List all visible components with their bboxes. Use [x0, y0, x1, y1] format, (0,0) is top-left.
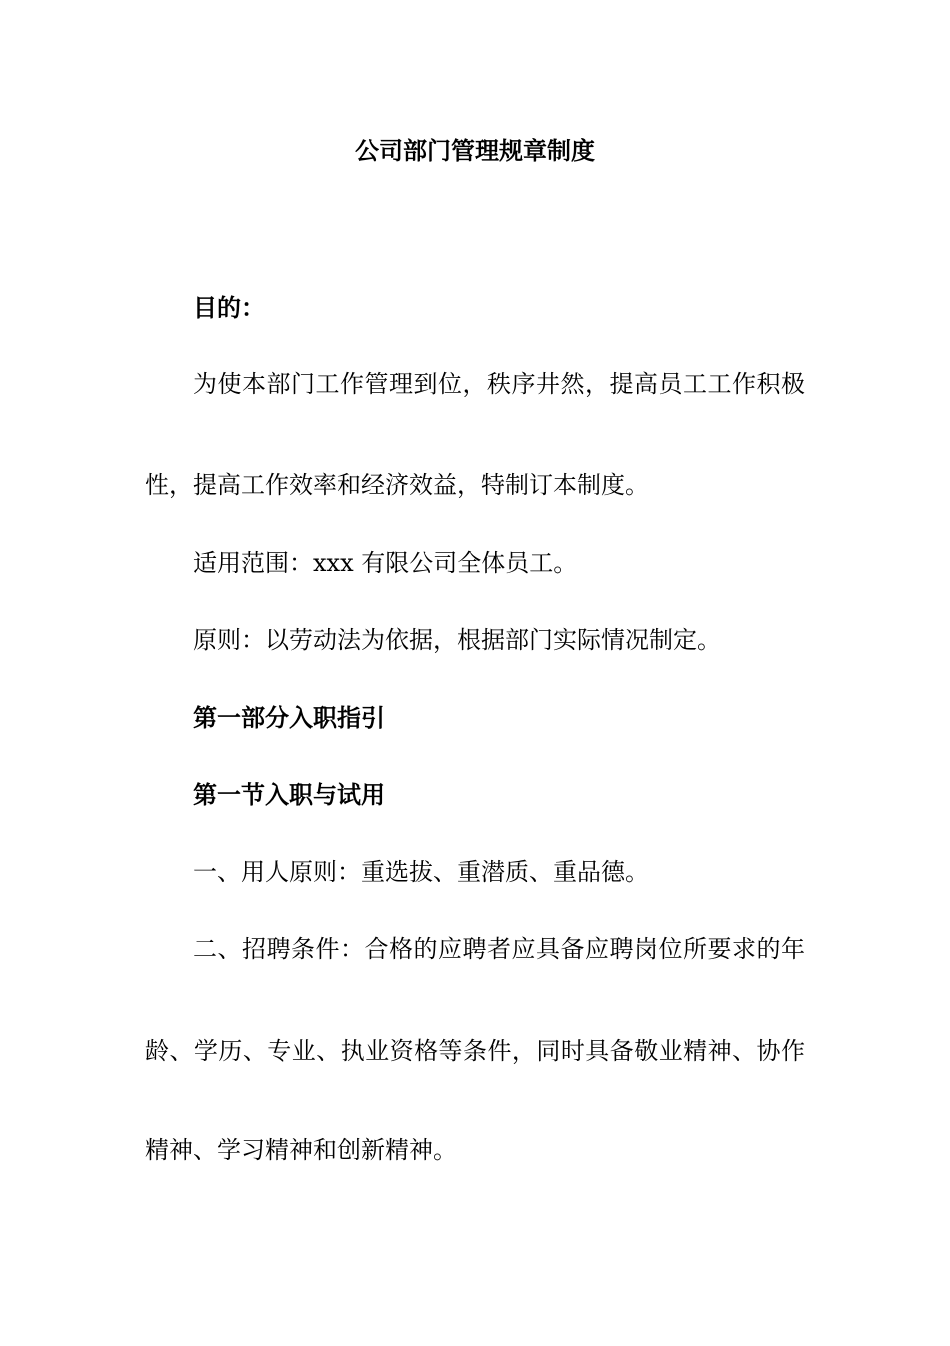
purpose-heading: 目的： [193, 293, 265, 322]
scope-paragraph: 适用范围：xxx 有限公司全体员工。 [193, 549, 578, 577]
purpose-paragraph-line-2: 性，提高工作效率和经济效益，特制订本制度。 [145, 471, 649, 499]
item-2-paragraph-line-1: 二、招聘条件：合格的应聘者应具备应聘岗位所要求的年 [193, 935, 805, 963]
principle-paragraph: 原则：以劳动法为依据，根据部门实际情况制定。 [193, 626, 721, 654]
part-heading: 第一部分入职指引 [193, 703, 385, 732]
item-2-paragraph-line-2: 龄、学历、专业、执业资格等条件，同时具备敬业精神、协作 [145, 1037, 805, 1065]
page-title: 公司部门管理规章制度 [355, 136, 595, 165]
item-1-paragraph: 一、用人原则：重选拔、重潜质、重品德。 [193, 858, 649, 886]
purpose-paragraph-line-1: 为使本部门工作管理到位，秩序井然，提高员工工作积极 [193, 370, 805, 398]
item-2-paragraph-line-3: 精神、学习精神和创新精神。 [145, 1136, 457, 1164]
section-heading: 第一节入职与试用 [193, 780, 385, 809]
